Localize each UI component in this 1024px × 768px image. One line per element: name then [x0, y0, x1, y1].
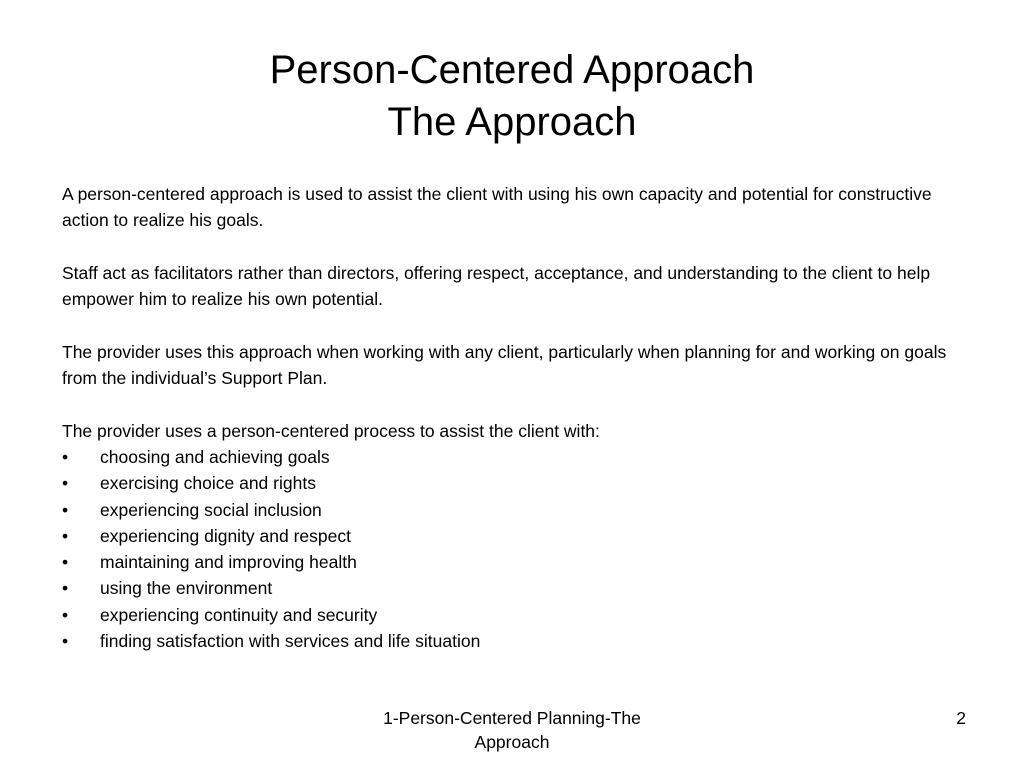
list-item [62, 575, 962, 601]
bullet-icon: • [62, 499, 69, 520]
list-item-text: finding satisfaction with services and life situation [100, 631, 481, 652]
slide-title [0, 44, 1024, 148]
list-item-text: maintaining and improving health [100, 552, 357, 573]
page-number: 2 [956, 708, 966, 728]
bullet-icon: • [62, 552, 69, 573]
title-line-1: Person-Centered Approach [269, 48, 755, 92]
list-item [62, 628, 962, 654]
list-item [62, 444, 962, 470]
list-item-text: using the environment [100, 578, 273, 599]
bullet-icon: • [62, 525, 69, 546]
footer-label: 1-Person-Centered Planning-The Approach [383, 708, 641, 752]
list-item [62, 602, 962, 628]
bullet-icon: • [62, 578, 69, 599]
title-line-2: The Approach [387, 100, 637, 144]
slide-body [62, 181, 962, 654]
paragraph-spacer [62, 391, 962, 417]
bullet-icon: • [62, 473, 69, 494]
bullet-icon: • [62, 631, 69, 652]
paragraph-staff-role: Staff act as facilitators rather than directors, offering respect, acceptance, and understanding to the client to help empower him to realize his own potential. [62, 262, 931, 310]
list-item [62, 523, 962, 549]
list-item-text: experiencing dignity and respect [100, 525, 351, 546]
bullet-icon: • [62, 446, 69, 467]
bullet-icon: • [62, 604, 69, 625]
bullet-list [62, 444, 962, 654]
list-item-text: exercising choice and rights [100, 473, 316, 494]
list-item [62, 549, 962, 575]
list-item-text: choosing and achieving goals [100, 446, 330, 467]
paragraph-process-lead: The provider uses a person-centered process to assist the client with: [62, 420, 600, 441]
list-item [62, 497, 962, 523]
paragraph-provider-approach: The provider uses this approach when working with any client, particularly when planning for and working on goals from the individual’s Support Plan. [62, 341, 947, 389]
list-item-text: experiencing social inclusion [100, 499, 322, 520]
paragraph-spacer [62, 312, 962, 338]
paragraph-intro: A person-centered approach is used to assist the client with using his own capacity and potential for constructive action to realize his goals. [62, 184, 932, 231]
paragraph-spacer [62, 234, 962, 260]
list-item [62, 470, 962, 496]
list-item-text: experiencing continuity and security [100, 604, 378, 625]
